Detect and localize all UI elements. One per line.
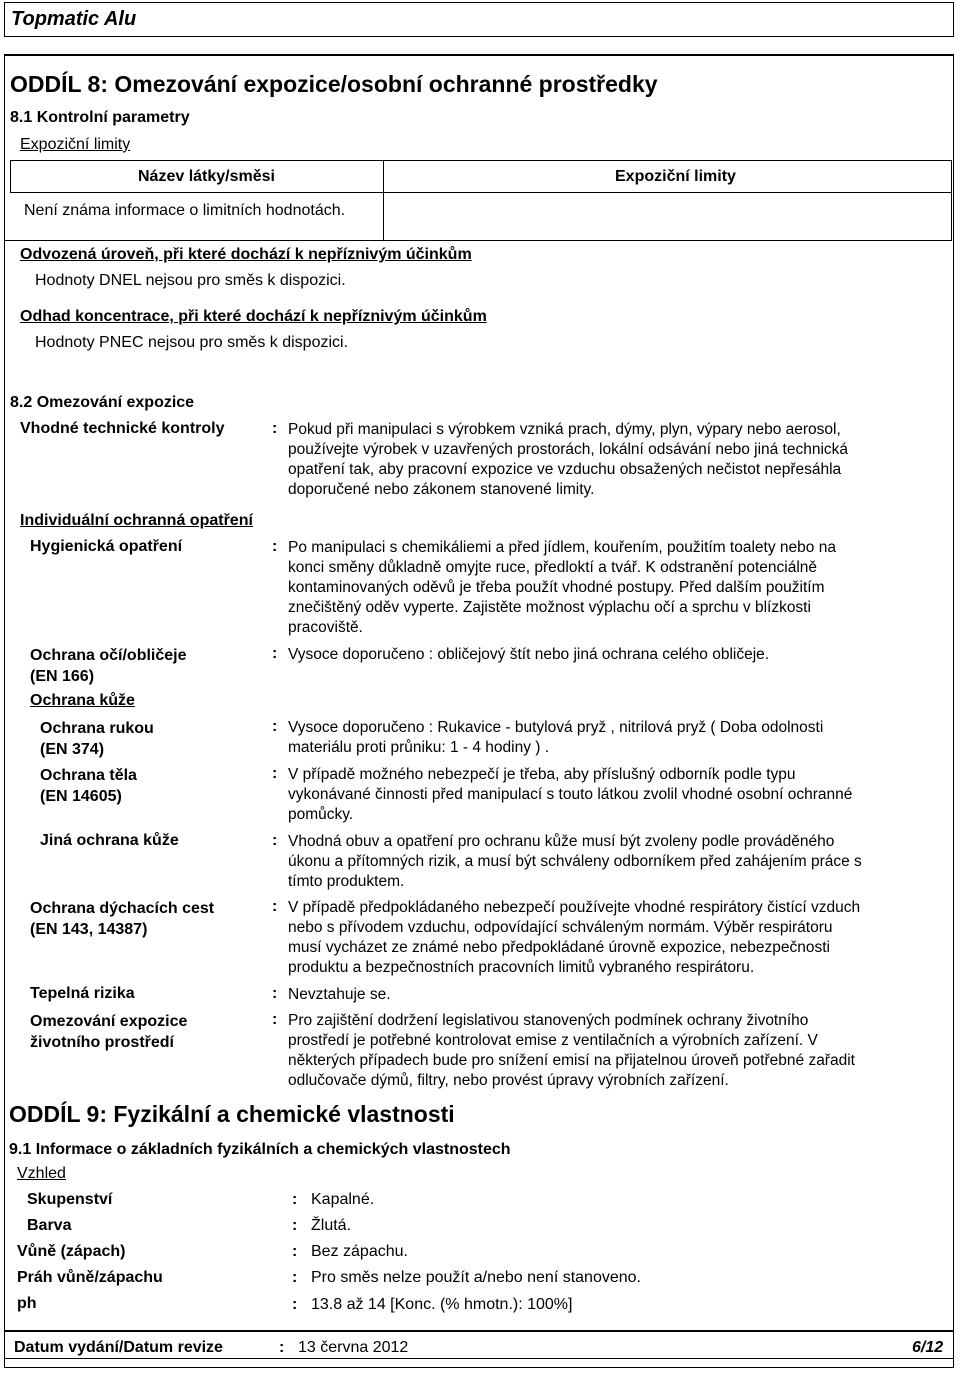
footer-date-value: 13 června 2012 <box>298 1339 409 1356</box>
colon: : <box>292 1243 298 1260</box>
property-value: Žlutá. <box>311 1217 352 1234</box>
colon: : <box>272 765 278 782</box>
thermal-hazards-text: Nevztahuje se. <box>288 986 391 1003</box>
text-line: musí vycházet ze známé nebo předpokládané úrovně expozice, nebezpečnosti <box>288 939 830 956</box>
label-line: životního prostředí <box>30 1034 174 1051</box>
section-8-title: ODDÍL 8: Omezování expozice/osobní ochranné prostředky <box>10 71 658 97</box>
label-line: Ochrana dýchacích cest <box>30 900 215 917</box>
label-line: Ochrana těla <box>40 767 137 784</box>
exposure-limits-table <box>10 160 952 242</box>
text-line: úkonu a přítomných rizik, a musí být schváleny odborníkem před zahájením práce s <box>288 853 862 870</box>
label-line: (EN 143, 14387) <box>30 921 148 938</box>
eye-protection-label <box>30 645 187 687</box>
colon: : <box>292 1269 298 1286</box>
text-line: V případě možného nebezpečí je třeba, aby příslušný odborník podle typu <box>288 766 796 783</box>
table-divider <box>4 240 952 241</box>
text-line: vykonávané činnosti před manipulací s touto látkou zvolil vhodné osobní ochranné <box>288 786 853 803</box>
text-line: opatření tak, aby pracovní expozice ve vzduchu obsažených nečistot nepřesáhla <box>288 461 842 478</box>
colon: : <box>272 898 278 915</box>
colon: : <box>272 645 278 662</box>
text-line: konci směny důkladně omyjte ruce, předloktí a tvář. K odstranění potenciálně <box>288 559 818 576</box>
text-line: V případě předpokládaného nebezpečí používejte vhodné respirátory čistící vzduch <box>288 899 861 916</box>
colon: : <box>292 1296 298 1313</box>
table-col-limits: Expoziční limity <box>615 168 736 185</box>
body-protection-text <box>288 765 948 825</box>
dnel-heading: Odvozená úroveň, při které dochází k nepříznivým účinkům <box>20 246 472 263</box>
text-line: odlučovače dýmů, filtry, nebo provést úpravy výrobních zařízení. <box>288 1072 729 1089</box>
table-col-substance: Název látky/směsi <box>138 168 275 185</box>
colon: : <box>279 1339 285 1356</box>
colon: : <box>272 420 278 437</box>
text-line: používejte výrobek v uzavřených prostorách, lokální odsávání nebo jiná technická <box>288 441 849 458</box>
text-line: pracoviště. <box>288 619 363 636</box>
label-line: (EN 14605) <box>40 788 122 805</box>
label-line: (EN 374) <box>40 741 105 758</box>
colon: : <box>292 1217 298 1234</box>
colon: : <box>272 718 278 735</box>
respiratory-protection-label <box>30 898 214 940</box>
tech-controls-text <box>288 420 948 500</box>
text-line: Pro zajištění dodržení legislativou stanovených podmínek ochrany životního <box>288 1012 809 1029</box>
colon: : <box>272 985 278 1002</box>
ppe-heading: Individuální ochranná opatření <box>20 512 253 529</box>
environmental-exposure-label <box>30 1011 187 1053</box>
text-line: kontaminovaných oděvů je třeba použít vhodné postupy. Před dalším použitím <box>288 579 825 596</box>
text-line: Vysoce doporučeno : Rukavice - butylová pryž , nitrilová pryž ( Doba odolnosti <box>288 719 824 736</box>
appearance-heading: Vzhled <box>17 1165 66 1182</box>
footer-date-label: Datum vydání/Datum revize <box>14 1339 223 1356</box>
text-line: Po manipulaci s chemikáliemi a před jídlem, kouřením, použitím toalety nebo na <box>288 539 836 556</box>
text-line: některých případech bude pro snížení emisí na přijatelnou úroveň potřebné zařadit <box>288 1052 855 1069</box>
eye-protection-text: Vysoce doporučeno : obličejový štít nebo jiná ochrana celého obličeje. <box>288 646 770 663</box>
property-label: ph <box>17 1295 37 1312</box>
skin-protection-heading: Ochrana kůže <box>30 692 135 709</box>
body-protection-label <box>40 765 137 807</box>
property-value: 13.8 až 14 [Konc. (% hmotn.): 100%] <box>311 1296 573 1313</box>
property-value: Kapalné. <box>311 1191 375 1208</box>
label-line: (EN 166) <box>30 668 95 685</box>
colon: : <box>272 1011 278 1028</box>
colon: : <box>272 832 278 849</box>
property-value: Pro směs nelze použít a/nebo není stanoveno. <box>311 1269 641 1286</box>
section-9-title: ODDÍL 9: Fyzikální a chemické vlastnosti <box>9 1101 455 1127</box>
dnel-text: Hodnoty DNEL nejsou pro směs k dispozici. <box>35 272 346 289</box>
colon: : <box>292 1191 298 1208</box>
pnec-heading: Odhad koncentrace, při které dochází k nepříznivým účinkům <box>20 308 487 325</box>
colon: : <box>272 538 278 555</box>
thermal-hazards-label: Tepelná rizika <box>30 985 135 1002</box>
subsection-8-2-title: 8.2 Omezování expozice <box>10 394 195 411</box>
text-line: znečištěný oděv vyperte. Zajistěte možnost výplachu očí a sprchu v blízkosti <box>288 599 811 616</box>
other-skin-protection-text <box>288 832 948 892</box>
hand-protection-label <box>40 718 154 760</box>
text-line: produktu a bezpečnostních pracovních limitů vybraného respirátoru. <box>288 959 755 976</box>
property-label: Práh vůně/zápachu <box>17 1269 163 1286</box>
exposure-limits-heading: Expoziční limity <box>20 136 131 153</box>
hand-protection-text <box>288 718 948 758</box>
subsection-8-1-title: 8.1 Kontrolní parametry <box>10 109 190 126</box>
label-line: Omezování expozice <box>30 1013 188 1030</box>
text-line: doporučené nebo zákonem stanovené limity. <box>288 481 595 498</box>
text-line: tímto produktem. <box>288 873 405 890</box>
other-skin-protection-label: Jiná ochrana kůže <box>40 832 179 849</box>
label-line: Ochrana rukou <box>40 720 154 737</box>
table-cell <box>383 192 952 241</box>
text-line: pomůcky. <box>288 806 354 823</box>
footer-page-number: 6/12 <box>912 1339 944 1356</box>
property-label: Skupenství <box>27 1191 113 1208</box>
hygiene-label: Hygienická opatření <box>30 538 183 555</box>
property-label: Barva <box>27 1217 72 1234</box>
text-line: Vhodná obuv a opatření pro ochranu kůže musí být zvoleny podle prováděného <box>288 833 835 850</box>
tech-controls-label: Vhodné technické kontroly <box>20 420 225 437</box>
company-name: Topmatic Alu <box>11 8 137 30</box>
subsection-9-1-title: 9.1 Informace o základních fyzikálních a chemických vlastnostech <box>9 1141 511 1158</box>
respiratory-protection-text <box>288 898 948 978</box>
text-line: materiálu proti průniku: 1 - 4 hodiny ) . <box>288 739 550 756</box>
label-line: Ochrana očí/obličeje <box>30 647 187 664</box>
text-line: nebo s přívodem vzduchu, odpovídající schváleným normám. Výběr respirátoru <box>288 919 833 936</box>
pnec-text: Hodnoty PNEC nejsou pro směs k dispozici. <box>35 334 349 351</box>
environmental-exposure-text <box>288 1011 948 1091</box>
hygiene-text <box>288 538 948 638</box>
text-line: prostředí je potřebné kontrolovat emise z ventilačních a výrobních zařízení. V <box>288 1032 818 1049</box>
property-value: Bez zápachu. <box>311 1243 408 1260</box>
property-label: Vůně (zápach) <box>17 1243 126 1260</box>
table-row-text: Není známa informace o limitních hodnotách. <box>24 202 346 219</box>
header-bar <box>4 2 954 37</box>
text-line: Pokud při manipulaci s výrobkem vzniká prach, dýmy, plyn, výpary nebo aerosol, <box>288 421 841 438</box>
